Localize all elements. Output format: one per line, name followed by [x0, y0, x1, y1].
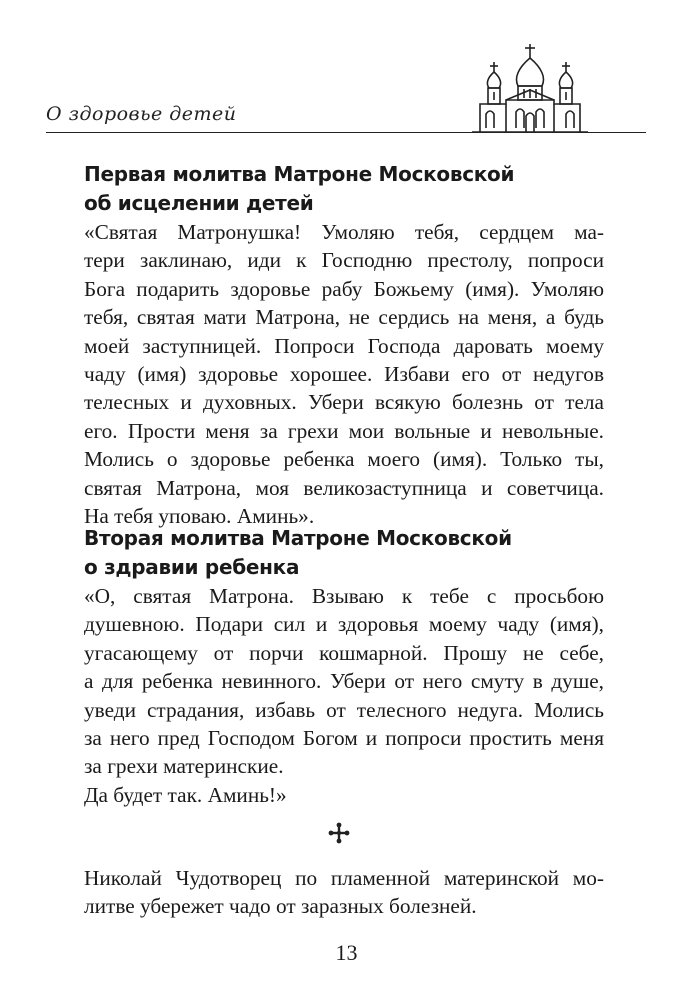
- closing-paragraph: [84, 864, 604, 921]
- text-line: за грехи материнские.: [84, 754, 284, 779]
- text-line: тери заклинаю, иди к Господню престолу, попроси: [84, 248, 604, 273]
- text-line: чаду (имя) здоровье хорошее. Избави его от недугов: [84, 362, 604, 387]
- text-line: Бога подарить здоровье рабу Божьему (имя). Умоляю: [84, 276, 604, 301]
- text-line: «Святая Матронушка! Умоляю тебя, сердцем ма-: [84, 220, 604, 244]
- text-line: Да будет так. Аминь!»: [84, 782, 287, 807]
- text-line: литве убережет чадо от заразных болезней.: [84, 894, 477, 919]
- page-header: [0, 0, 693, 140]
- text-line: «О, святая Матрона. Взываю к тебе с просьбою: [84, 584, 604, 608]
- running-title: О здоровье детей: [46, 103, 237, 125]
- text-line: На тебя уповаю. Аминь».: [84, 504, 315, 529]
- text-line: Николай Чудотворец по пламенной материнской мо-: [84, 866, 604, 890]
- title-line: о здравии ребенка: [84, 555, 300, 579]
- prayer-2-title: [84, 524, 604, 582]
- text-line: за него пред Господом Богом и попроси простить меня: [84, 726, 604, 751]
- closing-text: [84, 864, 604, 921]
- prayer-2: [84, 524, 604, 809]
- text-line: моей заступницей. Попроси Господа даровать моему: [84, 333, 604, 358]
- ornament-cross-icon: [328, 822, 350, 844]
- text-line: святая Матрона, моя великозаступница и советчица.: [84, 475, 604, 500]
- text-line: угасающему от порчи кошмарной. Прошу не себе,: [84, 640, 604, 665]
- text-line: его. Прости меня за грехи мои вольные и невольные.: [84, 418, 604, 443]
- cathedral-icon: [466, 42, 594, 134]
- text-line: душевною. Подари сил и здоровья моему чаду (имя),: [84, 612, 604, 637]
- prayer-2-text: [84, 582, 604, 809]
- text-line: уведи страдания, избавь от телесного недуга. Молись: [84, 697, 604, 722]
- prayer-1: [84, 160, 604, 530]
- text-line: тебя, святая мати Матрона, не сердись на меня, а будь: [84, 305, 604, 330]
- title-line: Первая молитва Матроне Московской: [84, 162, 515, 186]
- text-line: Молись о здоровье ребенка моего (имя). Только ты,: [84, 447, 604, 472]
- title-line: Вторая молитва Матроне Московской: [84, 526, 512, 550]
- prayer-1-title: [84, 160, 604, 218]
- title-line: об исцелении детей: [84, 191, 314, 215]
- page-number: 13: [335, 940, 358, 965]
- text-line: телесных и духовных. Убери всякую болезнь от тела: [84, 390, 604, 415]
- text-line: а для ребенка невинного. Убери от него смуту в душе,: [84, 669, 604, 694]
- prayer-1-text: [84, 218, 604, 530]
